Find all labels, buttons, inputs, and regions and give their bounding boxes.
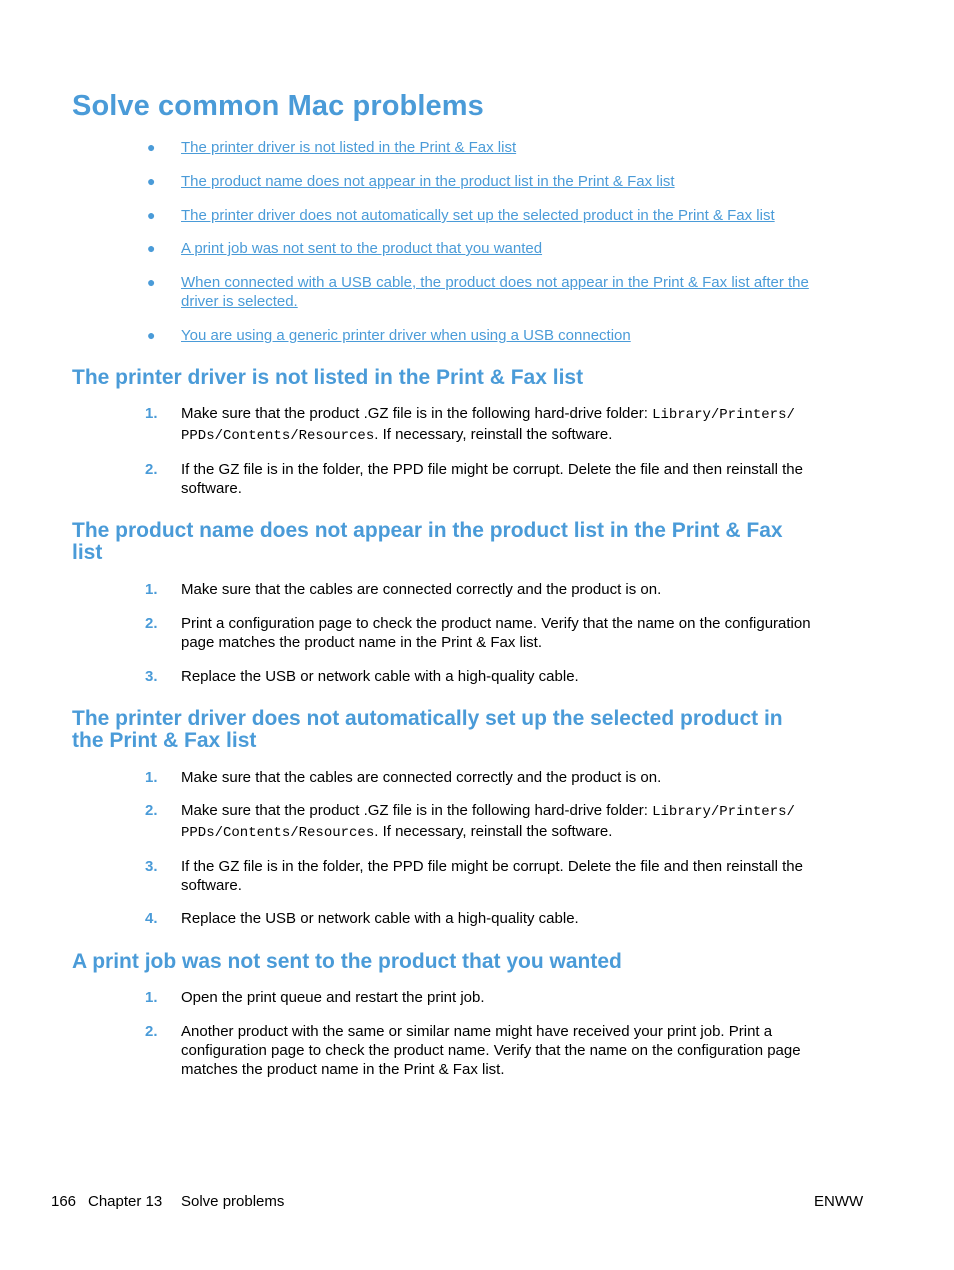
step-text: Open the print queue and restart the print job. [181,989,485,1006]
step-number: 1. [145,989,158,1006]
folder-path-part1: Library/Printers/ [652,407,795,423]
step-number: 1. [145,581,158,598]
folder-path-part2: PPDs/Contents/Resources [181,825,375,841]
step-text: Make sure that the cables are connected correctly and the product is on. [181,769,662,786]
page-title: Solve common Mac problems [72,90,484,122]
step-number: 4. [145,910,158,927]
step-number: 2. [145,615,158,632]
toc-link-5-line2: driver is selected. [181,293,298,310]
footer-enww: ENWW [814,1193,864,1210]
footer-chapter-title: Solve problems [181,1193,285,1210]
toc-link-2[interactable]: The product name does not appear in the product list in the Print & Fax list [181,173,675,190]
section-heading-driver-no-auto-setup: The printer driver does not automatically set up the selected product in the Print & Fax list [72,707,783,752]
section-heading-print-job-wrong-product: A print job was not sent to the product that you wanted [72,950,622,973]
footer-chapter: Chapter 13 [88,1193,163,1210]
step-text: Another product with the same or similar name might have received your print job. Print a configuration page to check the product name. Verify that the name on the configuration page matches the product name in the Print & Fax list. [181,1023,801,1078]
footer-page-number: 166 [51,1193,77,1210]
toc-link-3[interactable]: The printer driver does not automatically set up the selected product in the Print & Fax list [181,207,775,224]
toc-link-4[interactable]: A print job was not sent to the product that you wanted [181,240,543,257]
step-text: Replace the USB or network cable with a high-quality cable. [181,910,579,927]
bullet-icon: ● [147,207,156,223]
bullet-icon: ● [147,327,156,343]
folder-path-part1: Library/Printers/ [652,804,795,820]
step-text: If the GZ file is in the folder, the PPD file might be corrupt. Delete the file and then reinstall the software. [181,858,803,894]
step-number: 1. [145,405,158,422]
step-number: 2. [145,461,158,478]
step-text: Replace the USB or network cable with a high-quality cable. [181,668,579,685]
toc-link-5[interactable] [181,273,871,311]
step-text: Make sure that the product .GZ file is in the following hard-drive folder: Library/Printers/ PPDs/Contents/Resources. If necessary, reinstall the software. [181,405,795,444]
section-heading-driver-not-listed: The printer driver is not listed in the Print & Fax list [72,366,584,389]
step-text: If the GZ file is in the folder, the PPD file might be corrupt. Delete the file and then reinstall the software. [181,461,803,497]
bullet-icon: ● [147,274,156,290]
step-number: 3. [145,668,158,685]
step-number: 3. [145,858,158,875]
toc-link-6[interactable]: You are using a generic printer driver when using a USB connection [181,327,631,344]
folder-path-part2: PPDs/Contents/Resources [181,428,375,444]
step-text: Make sure that the cables are connected correctly and the product is on. [181,581,662,598]
step-number: 2. [145,802,158,819]
step-text: Make sure that the product .GZ file is in the following hard-drive folder: Library/Printers/ PPDs/Contents/Resources. If necessary, reinstall the software. [181,802,795,841]
bullet-icon: ● [147,240,156,256]
step-text: Print a configuration page to check the product name. Verify that the name on the configuration page matches the product name in the Print & Fax list. [181,615,811,651]
toc-link-1[interactable]: The printer driver is not listed in the Print & Fax list [181,139,517,156]
bullet-icon: ● [147,173,156,189]
step-number: 1. [145,769,158,786]
toc-link-5-line1: When connected with a USB cable, the product does not appear in the Print & Fax list after the [181,274,809,291]
step-number: 2. [145,1023,158,1040]
bullet-icon: ● [147,139,156,155]
section-heading-product-name-missing: The product name does not appear in the product list in the Print & Fax list [72,519,783,564]
